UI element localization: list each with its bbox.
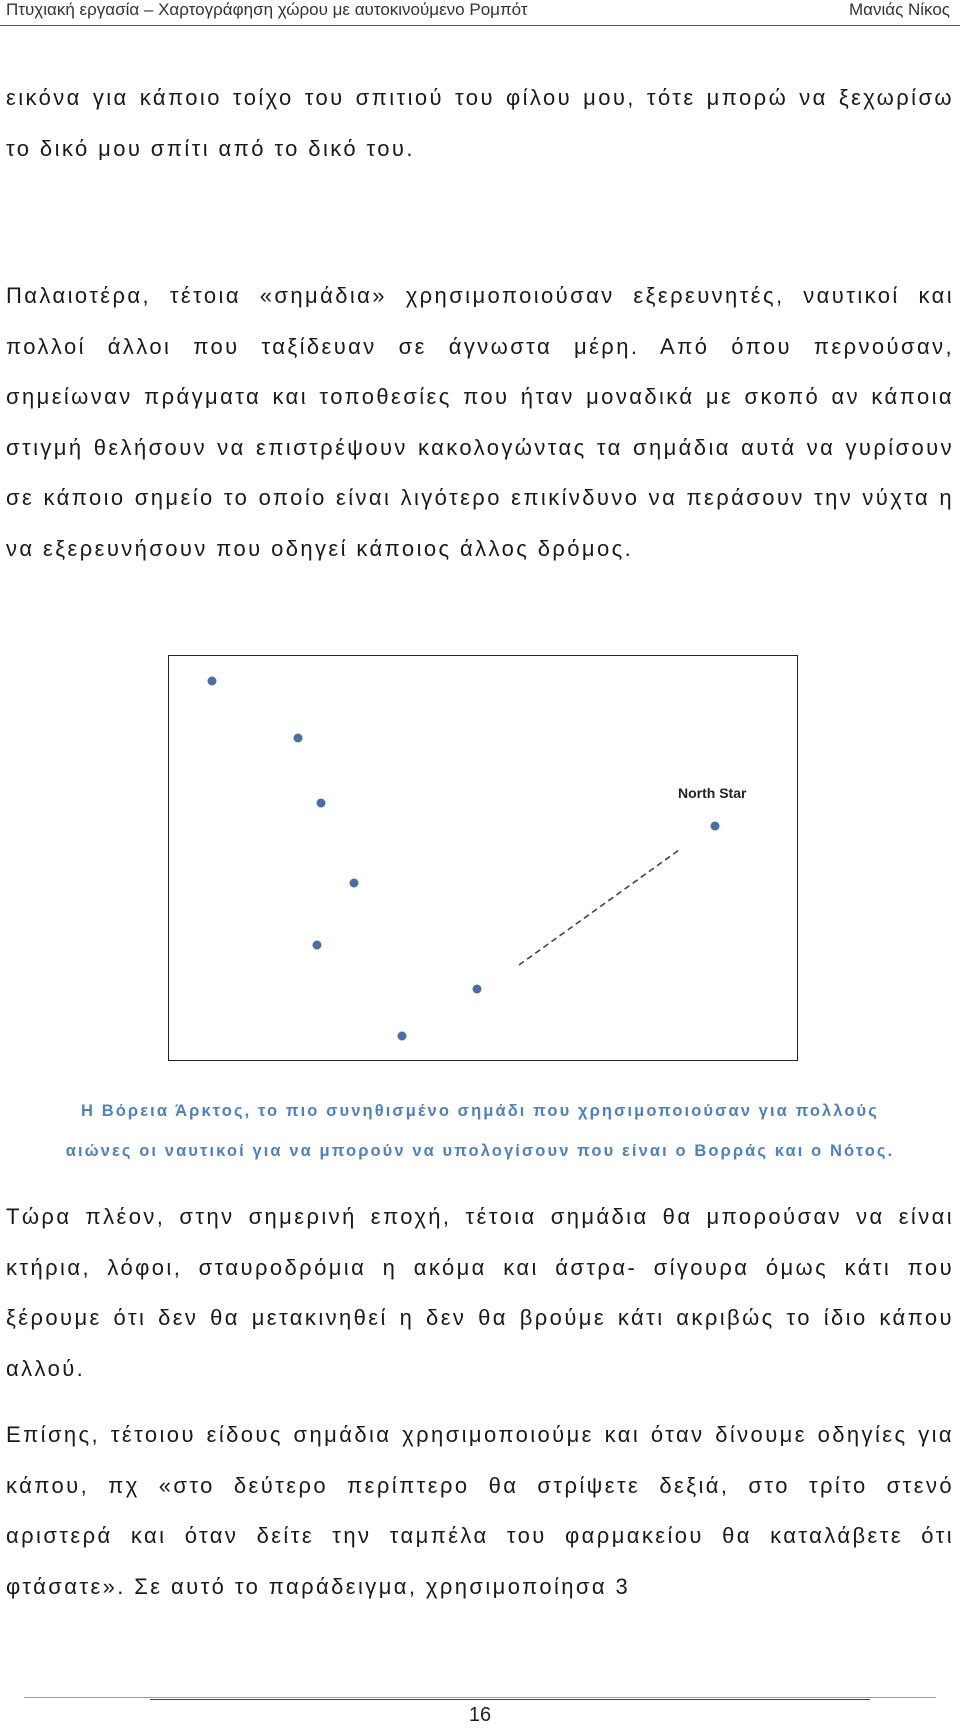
north-star-dot [711,822,720,831]
star-dot-2 [294,734,303,743]
star-dot-5 [313,941,322,950]
north-star-figure [168,655,798,1061]
figure-caption-line-2: αιώνες οι ναυτικοί για να μπορούν να υπολογίσουν που είναι ο Βορράς και ο Νότος. [65,1142,895,1160]
header-rule [0,25,960,26]
star-dot-3 [317,799,326,808]
footer-rule [24,1697,936,1698]
star-dot-4 [350,879,359,888]
star-dot-1 [208,677,217,686]
paragraph-4: Επίσης, τέτοιου είδους σημάδια χρησιμοποιούμε και όταν δίνουμε οδηγίες για κάπου, πχ «στο δεύτερο περίπτερο θα στρίψετε δεξιά, στο τρίτο στενό αριστερά και όταν δείτε την ταμπέλα του φαρμακείου θα καταλάβετε ότι φτάσατε». Σε αυτό το παράδειγμα, χρησιμοποίησα 3 [6,1422,954,1599]
star-dot-6 [398,1032,407,1041]
north-star-label: North Star [678,785,747,801]
star-dot-7 [473,985,482,994]
paragraph-1: εικόνα για κάποιο τοίχο του σπιτιού του φίλου μου, τότε μπορώ να ξεχωρίσω το δικό μου σπίτι από το δικό του. [6,85,954,161]
header-author: Μανιάς Νίκος [848,0,950,19]
paragraph-2: Παλαιοτέρα, τέτοια «σημάδια» χρησιμοποιούσαν εξερευνητές, ναυτικοί και πολλοί άλλοι που ταξίδευαν σε άγνωστα μέρη. Από όπου περνούσαν, σημείωναν πράγματα και τοποθεσίες που ήταν μοναδικά με σκοπό αν κάποια στιγμή θελήσουν να επιστρέψουν κακολογώντας τα σημάδια αυτά να γυρίσουν σε κάποιο σημείο το οποίο είναι λιγότερο επικίνδυνο να περάσουν την νύχτα η να εξερευνήσουν που οδηγεί κάποιος άλλος δρόμος. [6,283,954,561]
star-diagram [169,656,796,1059]
figure-caption-line-1: Η Βόρεια Άρκτος, το πιο συνηθισμένο σημάδι που χρησιμοποιούσαν για πολλούς [81,1102,879,1120]
page-number: 16 [468,1704,492,1726]
page-header [0,0,960,26]
paragraph-3: Τώρα πλέον, στην σημερινή εποχή, τέτοια σημάδια θα μπορούσαν να είναι κτήρια, λόφοι, σταυροδρόμια η ακόμα και άστρα- σίγουρα όμως κάτι που ξέρουμε ότι δεν θα μετακινηθεί η δεν θα βρούμε κάτι ακριβώς το ίδιο κάπου αλλού. [6,1204,954,1381]
header-title: Πτυχιακή εργασία – Χαρτογράφηση χώρου με αυτοκινούμενο Ρομπότ [6,0,528,19]
footer-rule-inner [150,1699,870,1700]
pointer-dashed-line [519,850,679,965]
